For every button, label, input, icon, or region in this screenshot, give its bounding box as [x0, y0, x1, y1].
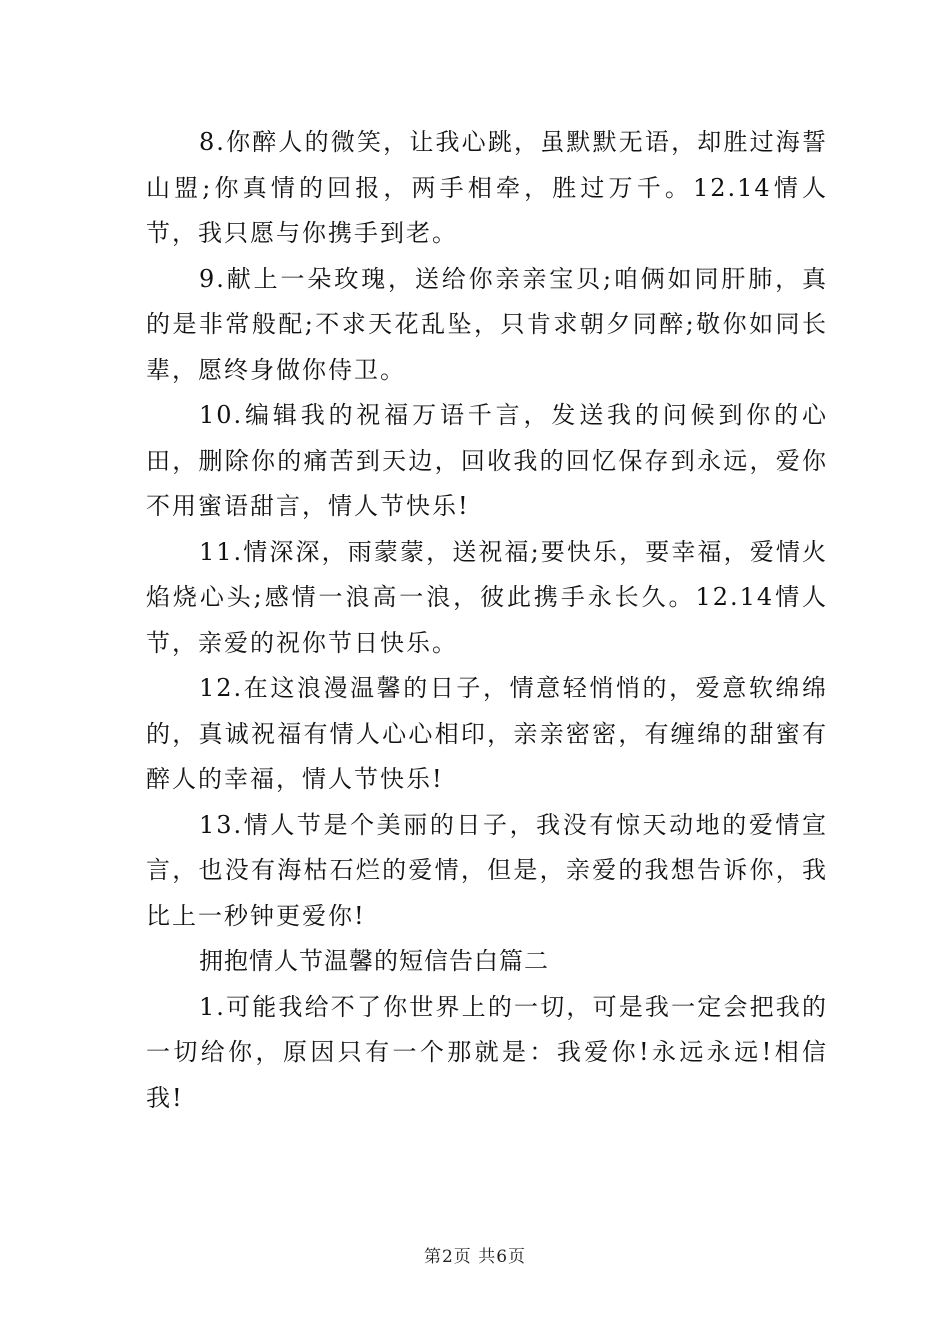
document-body [146, 120, 828, 1121]
paragraph-8: 8.你醉人的微笑，让我心跳，虽默默无语，却胜过海誓山盟;你真情的回报，两手相牵，胜过万千。12.14情人节，我只愿与你携手到老。 [146, 128, 828, 247]
page-number-footer: 第2页 共6页 [423, 1247, 527, 1267]
paragraph-11: 11.情深深，雨蒙蒙，送祝福;要快乐，要幸福，爱情火焰烧心头;感情一浪高一浪，彼此携手永长久。12.14情人节，亲爱的祝你节日快乐。 [146, 537, 828, 657]
paragraph-13: 13.情人节是个美丽的日子，我没有惊天动地的爱情宣言，也没有海枯石烂的爱情，但是，亲爱的我想告诉你，我比上一秒钟更爱你! [146, 810, 828, 930]
section-heading: 拥抱情人节温馨的短信告白篇二 [199, 947, 549, 975]
paragraph-12: 12.在这浪漫温馨的日子，情意轻悄悄的，爱意软绵绵的，真诚祝福有情人心心相印，亲亲密密，有缠绵的甜蜜有醉人的幸福，情人节快乐! [146, 674, 828, 793]
paragraph-10: 10.编辑我的祝福万语千言，发送我的问候到你的心田，删除你的痛苦到天边，回收我的回忆保存到永远，爱你不用蜜语甜言，情人节快乐! [146, 401, 828, 520]
paragraph-9: 9.献上一朵玫瑰，送给你亲亲宝贝;咱俩如同肝肺，真的是非常般配;不求天花乱坠，只肯求朝夕同醉;敬你如同长辈，愿终身做你侍卫。 [146, 264, 828, 384]
section-paragraph-1: 1.可能我给不了你世界上的一切，可是我一定会把我的一切给你，原因只有一个那就是：我爱你!永远永远!相信我! [146, 992, 828, 1112]
